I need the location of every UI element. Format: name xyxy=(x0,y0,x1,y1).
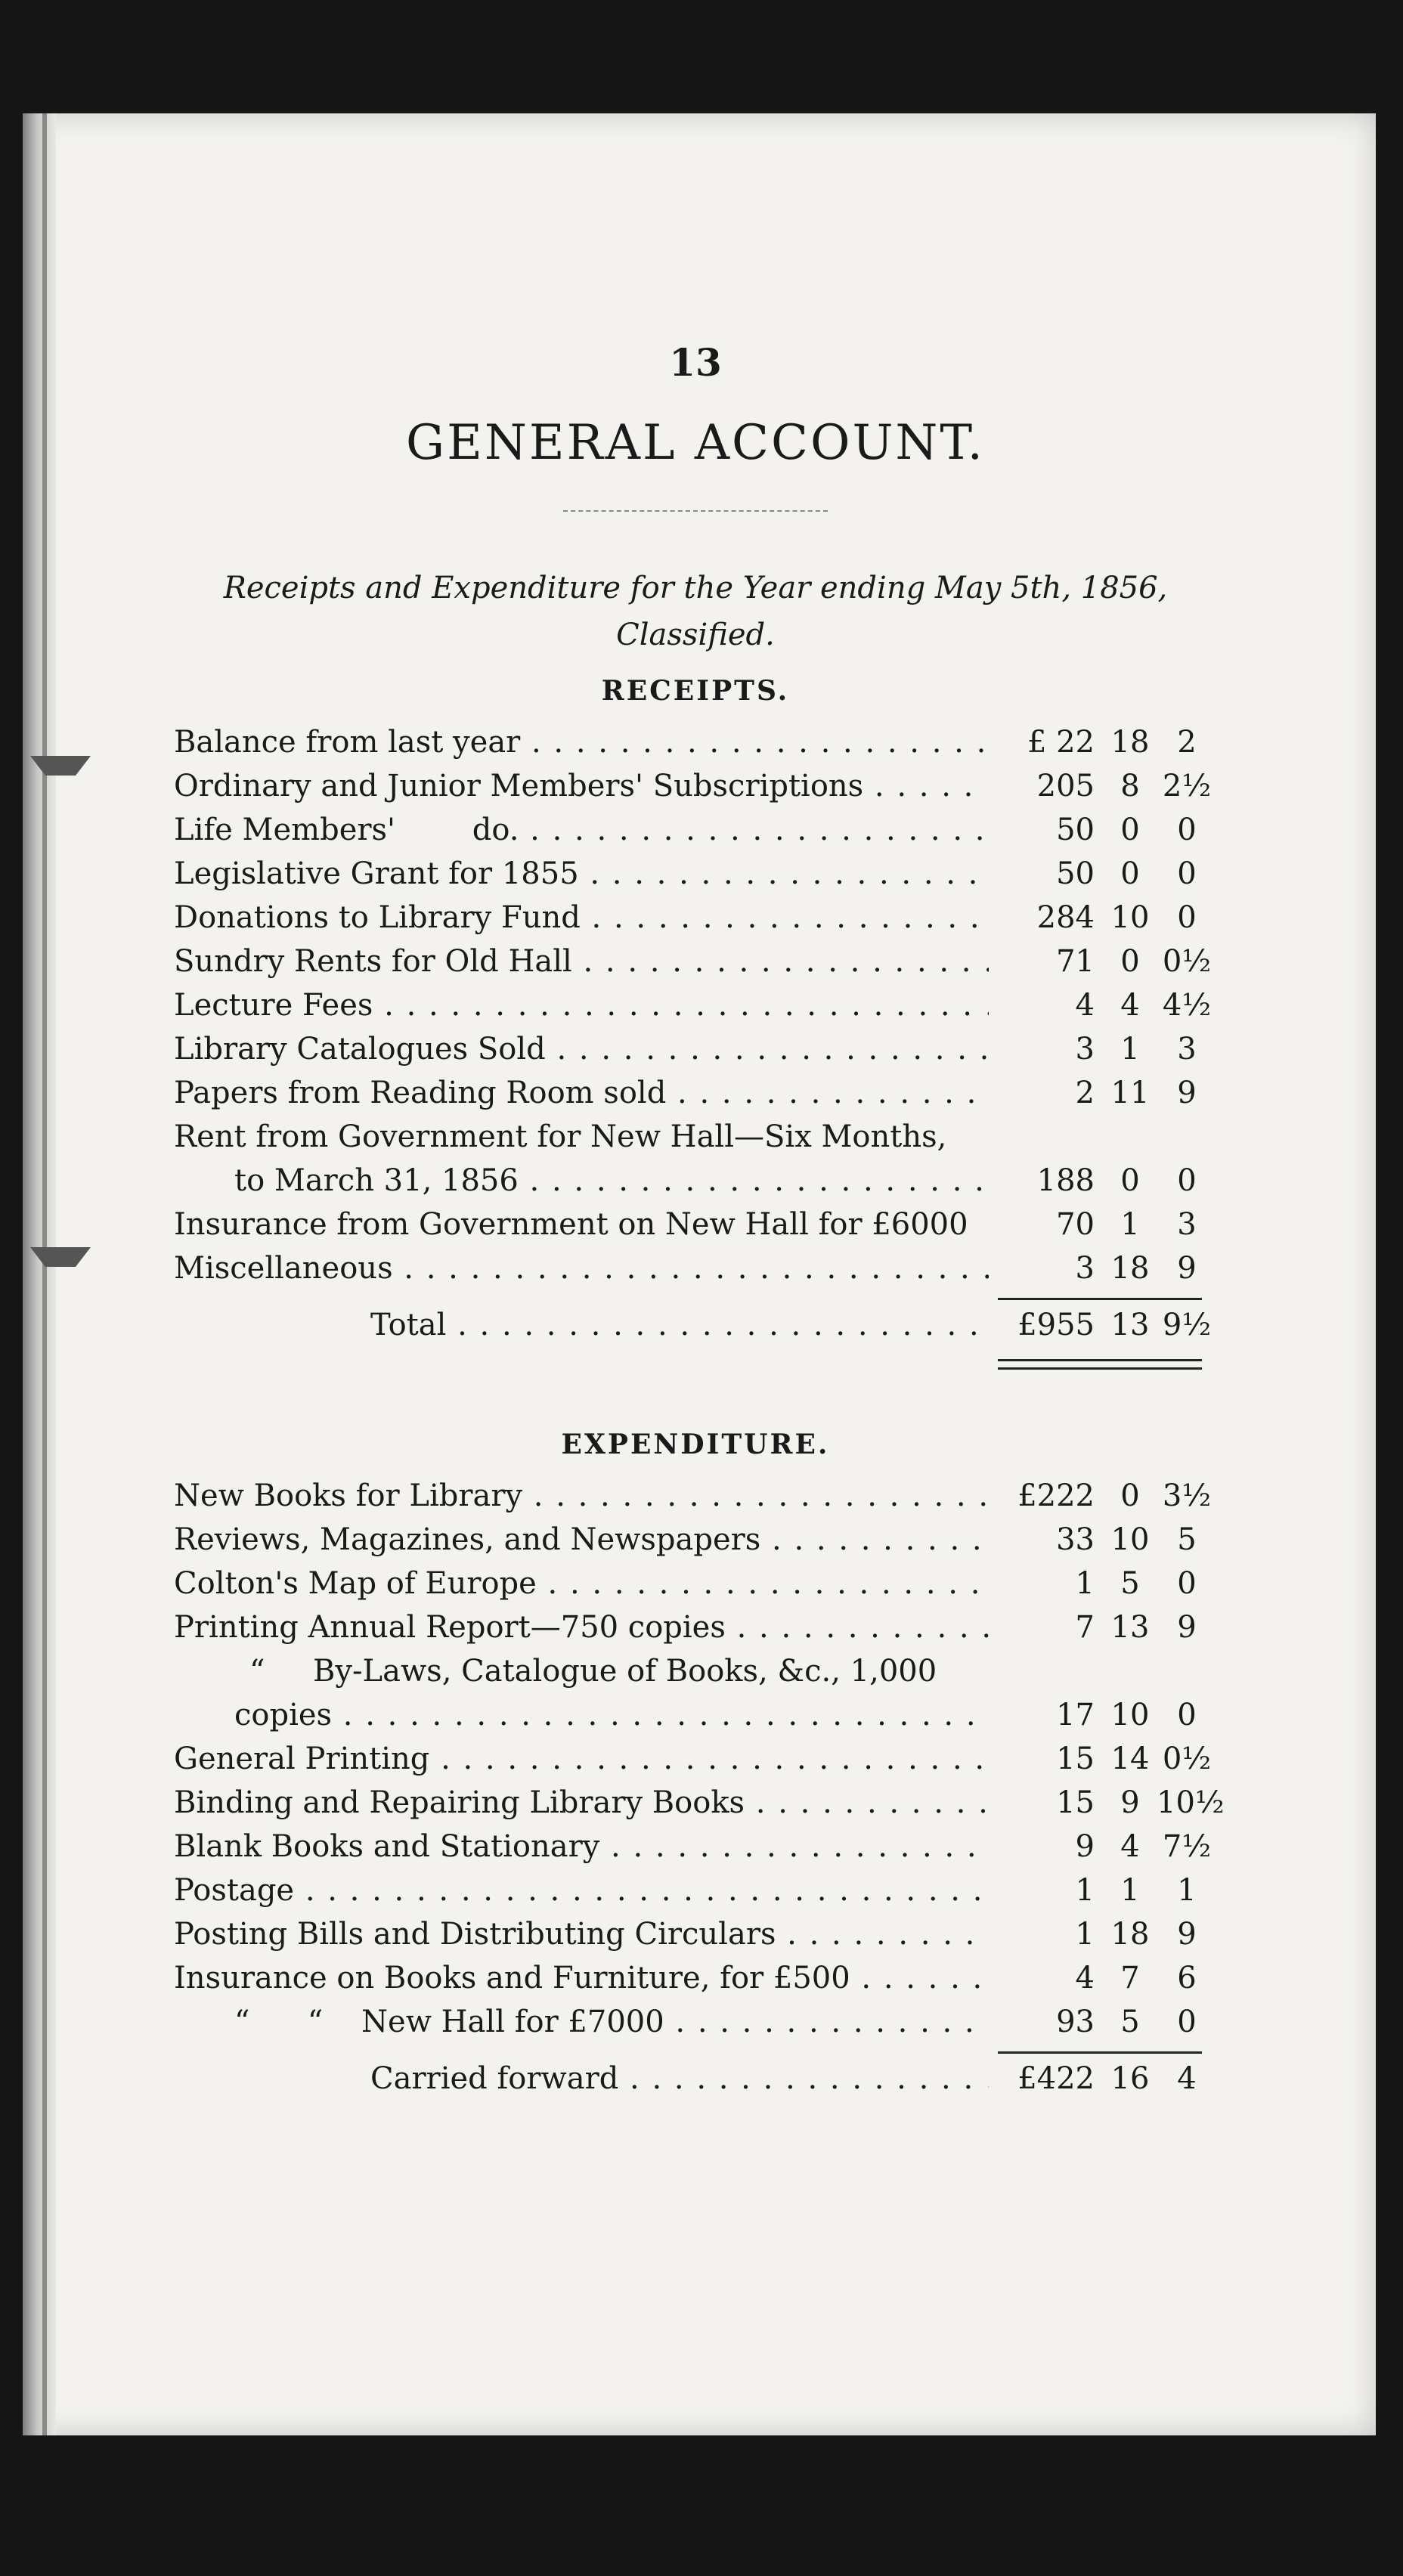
row-pounds: 15 xyxy=(1056,1785,1095,1820)
row-pence: 9 xyxy=(1177,1251,1197,1286)
row-shillings: 5 xyxy=(1120,1566,1140,1601)
table-row xyxy=(174,1610,1217,1654)
row-pounds: 50 xyxy=(1056,856,1095,891)
table-row xyxy=(174,856,1217,900)
row-pounds: 1 xyxy=(1075,1566,1095,1601)
table-row xyxy=(174,769,1217,813)
row-pence: 5 xyxy=(1177,1522,1197,1557)
row-pounds: 205 xyxy=(1036,769,1095,803)
table-row xyxy=(174,1478,1217,1522)
page-number: 13 xyxy=(669,340,722,385)
carried-forward-row xyxy=(174,2061,1217,2105)
row-pounds: 71 xyxy=(1056,944,1095,979)
table-row xyxy=(174,1163,1217,1207)
row-pence: 0 xyxy=(1177,1163,1197,1198)
row-pounds: 9 xyxy=(1075,1829,1095,1864)
row-shillings: 18 xyxy=(1110,1251,1150,1286)
row-shillings: 8 xyxy=(1120,769,1140,803)
expenditure-table xyxy=(174,1478,1225,2105)
row-label: Balance from last year . . . xyxy=(174,725,989,760)
row-shillings: 5 xyxy=(1120,2005,1140,2039)
row-shillings: 1 xyxy=(1120,1873,1140,1908)
expenditure-heading: EXPENDITURE. xyxy=(561,1429,830,1460)
table-row xyxy=(174,1522,1217,1566)
page-content xyxy=(174,340,1225,2105)
row-pounds: 188 xyxy=(1036,1163,1095,1198)
row-pence: 0 xyxy=(1177,856,1197,891)
carried-pence: 4 xyxy=(1177,2061,1197,2096)
total-label: Total . . . xyxy=(174,1308,989,1342)
row-pounds: 33 xyxy=(1056,1522,1095,1557)
row-pence: 0½ xyxy=(1162,944,1212,979)
ribbon-mark xyxy=(30,1247,91,1290)
total-double-rule xyxy=(998,1359,1202,1370)
row-label: Printing Annual Report—750 copies . . . xyxy=(174,1610,989,1645)
row-shillings: 10 xyxy=(1110,1522,1150,1557)
row-pence: 10½ xyxy=(1157,1785,1225,1820)
subtitle xyxy=(174,565,1217,658)
table-row xyxy=(174,1829,1217,1873)
row-pence: 0 xyxy=(1177,2005,1197,2039)
row-pounds: 3 xyxy=(1075,1251,1095,1286)
row-pounds: £222 xyxy=(1017,1478,1095,1513)
row-pence: 2 xyxy=(1177,725,1197,760)
row-label: Legislative Grant for 1855 . . . xyxy=(174,856,989,891)
row-label: New Books for Library . . . xyxy=(174,1478,989,1513)
table-row xyxy=(174,725,1217,769)
row-pounds: 70 xyxy=(1056,1207,1095,1242)
row-shillings: 4 xyxy=(1120,988,1140,1023)
row-label: Postage . . . xyxy=(174,1873,989,1908)
table-row xyxy=(174,944,1217,988)
row-label: Posting Bills and Distributing Circulars . . . xyxy=(174,1917,989,1952)
table-row xyxy=(174,988,1217,1032)
row-pence: 9 xyxy=(1177,1076,1197,1110)
title-divider xyxy=(563,510,828,512)
row-pounds: 4 xyxy=(1075,1961,1095,1995)
row-pounds: 17 xyxy=(1056,1698,1095,1732)
row-pounds: 93 xyxy=(1056,2005,1095,2039)
table-row xyxy=(174,1698,1217,1742)
row-pence: 0½ xyxy=(1162,1742,1212,1776)
row-label: “ By-Laws, Catalogue of Books, &c., 1,000 xyxy=(249,1654,937,1689)
row-pence: 7½ xyxy=(1162,1829,1212,1864)
row-pounds: 284 xyxy=(1036,900,1095,935)
table-row xyxy=(174,1566,1217,1610)
carried-shillings: 16 xyxy=(1110,2061,1150,2096)
row-pounds: 15 xyxy=(1056,1742,1095,1776)
total-pounds: £955 xyxy=(1017,1308,1095,1342)
row-label: Blank Books and Stationary . . . xyxy=(174,1829,989,1864)
row-label: Reviews, Magazines, and Newspapers . . . xyxy=(174,1522,989,1557)
carried-pounds: £422 xyxy=(1017,2061,1095,2096)
row-shillings: 0 xyxy=(1120,856,1140,891)
row-shillings: 11 xyxy=(1110,1076,1150,1110)
row-label: Insurance on Books and Furniture, for £500 . . . xyxy=(174,1961,989,1995)
row-pence: 0 xyxy=(1177,813,1197,847)
total-rule xyxy=(998,1298,1202,1300)
table-row xyxy=(174,2005,1217,2048)
row-label: Ordinary and Junior Members' Subscriptions . . . xyxy=(174,769,989,803)
row-shillings: 4 xyxy=(1120,1829,1140,1864)
row-shillings: 10 xyxy=(1110,900,1150,935)
row-pounds: 4 xyxy=(1075,988,1095,1023)
row-shillings: 0 xyxy=(1120,813,1140,847)
row-label: Library Catalogues Sold . . . xyxy=(174,1032,989,1067)
row-label: to March 31, 1856 . . . xyxy=(174,1163,989,1198)
row-pence: 4½ xyxy=(1162,988,1212,1023)
row-shillings: 9 xyxy=(1120,1785,1140,1820)
carried-label: Carried forward . . . xyxy=(174,2061,989,2096)
row-label: Rent from Government for New Hall—Six Months, xyxy=(174,1119,947,1154)
row-pounds: 2 xyxy=(1075,1076,1095,1110)
row-shillings: 18 xyxy=(1110,725,1150,760)
row-shillings: 0 xyxy=(1120,1478,1140,1513)
table-row xyxy=(174,1873,1217,1917)
row-pence: 9 xyxy=(1177,1610,1197,1645)
receipts-heading: RECEIPTS. xyxy=(601,675,790,707)
row-pence: 3 xyxy=(1177,1032,1197,1067)
table-row xyxy=(174,1119,1217,1163)
table-row xyxy=(174,900,1217,944)
page-title: GENERAL ACCOUNT. xyxy=(406,415,985,471)
row-shillings: 14 xyxy=(1110,1742,1150,1776)
table-row xyxy=(174,1961,1217,2005)
total-row xyxy=(174,1308,1217,1351)
row-pounds: 50 xyxy=(1056,813,1095,847)
table-row xyxy=(174,1076,1217,1119)
row-label: Colton's Map of Europe . . . xyxy=(174,1566,989,1601)
row-label: Papers from Reading Room sold . . . xyxy=(174,1076,989,1110)
row-shillings: 7 xyxy=(1120,1961,1140,1995)
row-pounds: £ 22 xyxy=(1027,725,1095,760)
ribbon-mark xyxy=(30,756,91,798)
row-label: Binding and Repairing Library Books . . . xyxy=(174,1785,989,1820)
subtitle-line-2: Classified. xyxy=(616,618,775,652)
row-label: General Printing . . . xyxy=(174,1742,989,1776)
table-row xyxy=(174,1032,1217,1076)
row-pence: 0 xyxy=(1177,1566,1197,1601)
row-shillings: 13 xyxy=(1110,1610,1150,1645)
row-pence: 3 xyxy=(1177,1207,1197,1242)
table-row xyxy=(174,813,1217,856)
row-label: copies . . . xyxy=(174,1698,989,1732)
row-pounds: 3 xyxy=(1075,1032,1095,1067)
row-pence: 0 xyxy=(1177,1698,1197,1732)
row-pence: 3½ xyxy=(1162,1478,1212,1513)
table-row xyxy=(174,1742,1217,1785)
row-pounds: 7 xyxy=(1075,1610,1095,1645)
row-shillings: 1 xyxy=(1120,1207,1140,1242)
row-label: Sundry Rents for Old Hall . . . xyxy=(174,944,989,979)
row-label: Lecture Fees . . . xyxy=(174,988,989,1023)
row-shillings: 18 xyxy=(1110,1917,1150,1952)
row-shillings: 0 xyxy=(1120,944,1140,979)
row-shillings: 10 xyxy=(1110,1698,1150,1732)
row-pence: 0 xyxy=(1177,900,1197,935)
total-pence: 9½ xyxy=(1162,1308,1212,1342)
row-shillings: 0 xyxy=(1120,1163,1140,1198)
row-label: Life Members' do. . . . xyxy=(174,813,989,847)
row-pence: 1 xyxy=(1177,1873,1197,1908)
row-label: Donations to Library Fund . . . xyxy=(174,900,989,935)
subtitle-line-1: Receipts and Expenditure for the Year ending May 5th, 1856, xyxy=(223,571,1168,605)
row-label: “ “ New Hall for £7000 . . . xyxy=(174,2005,989,2039)
table-row xyxy=(174,1251,1217,1295)
row-pence: 2½ xyxy=(1162,769,1212,803)
row-label: Insurance from Government on New Hall for £6000 xyxy=(174,1207,968,1242)
total-shillings: 13 xyxy=(1110,1308,1150,1342)
table-row xyxy=(174,1917,1217,1961)
row-label: Miscellaneous . . . xyxy=(174,1251,989,1286)
row-pence: 9 xyxy=(1177,1917,1197,1952)
table-row xyxy=(174,1207,1217,1251)
receipts-table xyxy=(174,725,1217,1370)
row-pence: 6 xyxy=(1177,1961,1197,1995)
row-shillings: 1 xyxy=(1120,1032,1140,1067)
table-row xyxy=(174,1654,1217,1698)
row-pounds: 1 xyxy=(1075,1873,1095,1908)
carried-rule xyxy=(998,2051,1202,2054)
table-row xyxy=(174,1785,1225,1829)
row-pounds: 1 xyxy=(1075,1917,1095,1952)
document-page xyxy=(23,113,1376,2435)
